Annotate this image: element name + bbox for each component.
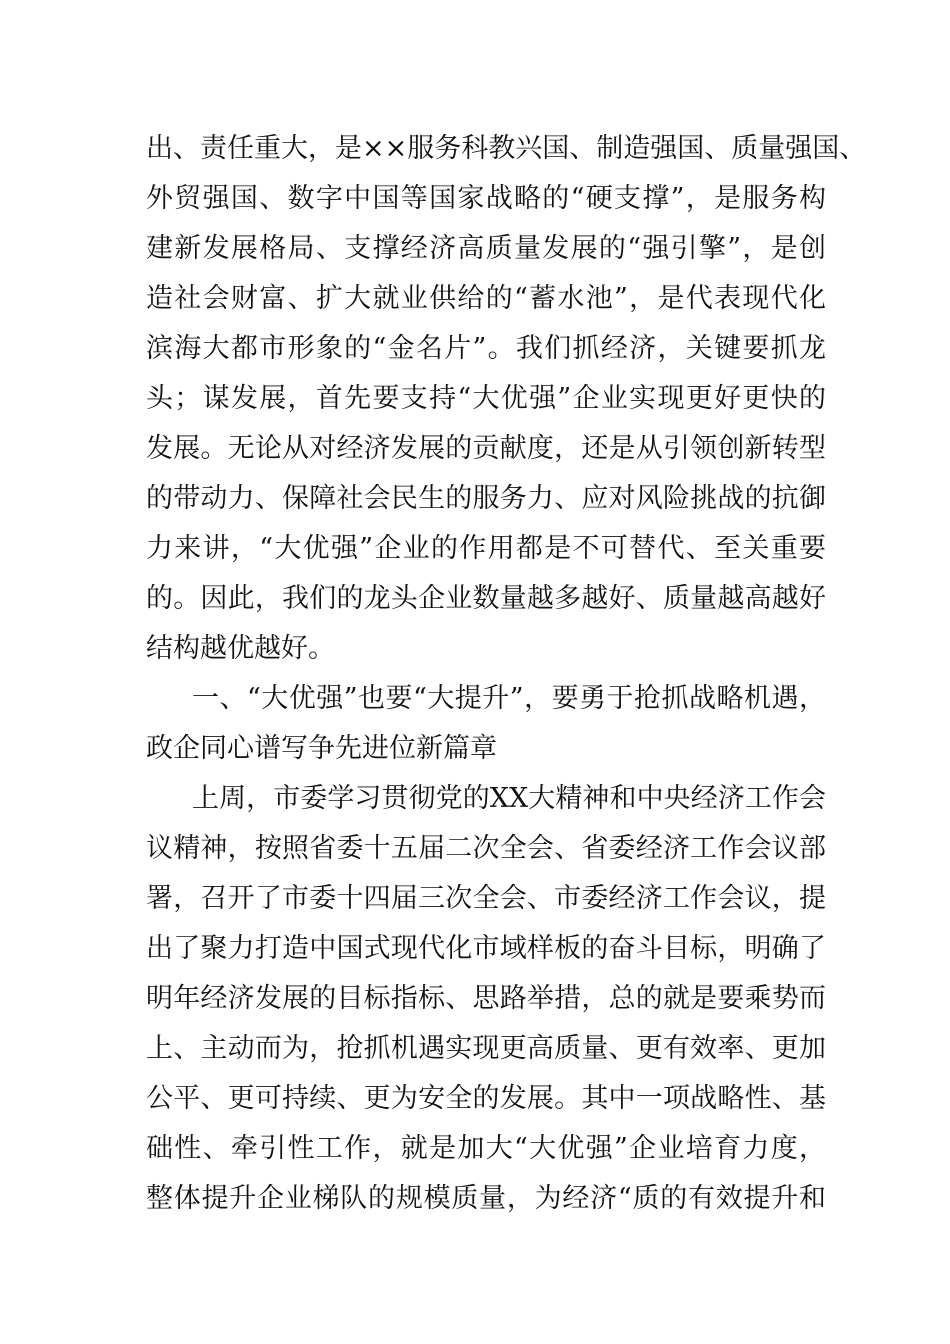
- text-line: 造社会财富、扩大就业供给的“蓄水池”，是代表现代化: [146, 283, 826, 314]
- paragraph-end-line: 结构越优越好。: [146, 633, 335, 664]
- text-line: 发展。无论从对经济发展的贡献度，还是从引领创新转型: [146, 433, 826, 464]
- text-line: 署，召开了市委十四届三次全会、市委经济工作会议，提: [146, 883, 826, 914]
- text-line: 础性、牵引性工作，就是加大“大优强”企业培育力度，: [146, 1133, 826, 1164]
- text-line: 出、责任重大，是××服务科教兴国、制造强国、质量强国、: [146, 133, 867, 164]
- text-line: 力来讲，“大优强”企业的作用都是不可替代、至关重要: [146, 533, 826, 564]
- section-heading-end-line: 政企同心谱写争先进位新篇章: [146, 733, 497, 764]
- text-line: 的。因此，我们的龙头企业数量越多越好、质量越高越好: [146, 583, 826, 614]
- body-text: [146, 124, 867, 1224]
- text-line: 公平、更可持续、更为安全的发展。其中一项战略性、基: [146, 1083, 826, 1114]
- text-line: 上、主动而为，抢抓机遇实现更高质量、更有效率、更加: [146, 1033, 826, 1064]
- text-line: 出了聚力打造中国式现代化市域样板的奋斗目标，明确了: [146, 933, 826, 964]
- text-line: 建新发展格局、支撑经济高质量发展的“强引擎”，是创: [146, 233, 826, 264]
- section-heading-line: 一、“大优强”也要“大提升”，要勇于抢抓战略机遇，: [192, 683, 826, 714]
- text-line: 整体提升企业梯队的规模质量，为经济“质的有效提升和: [146, 1183, 826, 1214]
- text-line: 头；谋发展，首先要支持“大优强”企业实现更好更快的: [146, 383, 826, 414]
- text-line: 外贸强国、数字中国等国家战略的“硬支撑”，是服务构: [146, 183, 826, 214]
- text-line: 议精神，按照省委十五届二次全会、省委经济工作会议部: [146, 833, 826, 864]
- text-line: 明年经济发展的目标指标、思路举措，总的就是要乘势而: [146, 983, 826, 1014]
- paragraph-start-line: 上周，市委学习贯彻党的XX大精神和中央经济工作会: [192, 783, 826, 814]
- text-line: 的带动力、保障社会民生的服务力、应对风险挑战的抗御: [146, 483, 826, 514]
- text-line: 滨海大都市形象的“金名片”。我们抓经济，关键要抓龙: [146, 333, 826, 364]
